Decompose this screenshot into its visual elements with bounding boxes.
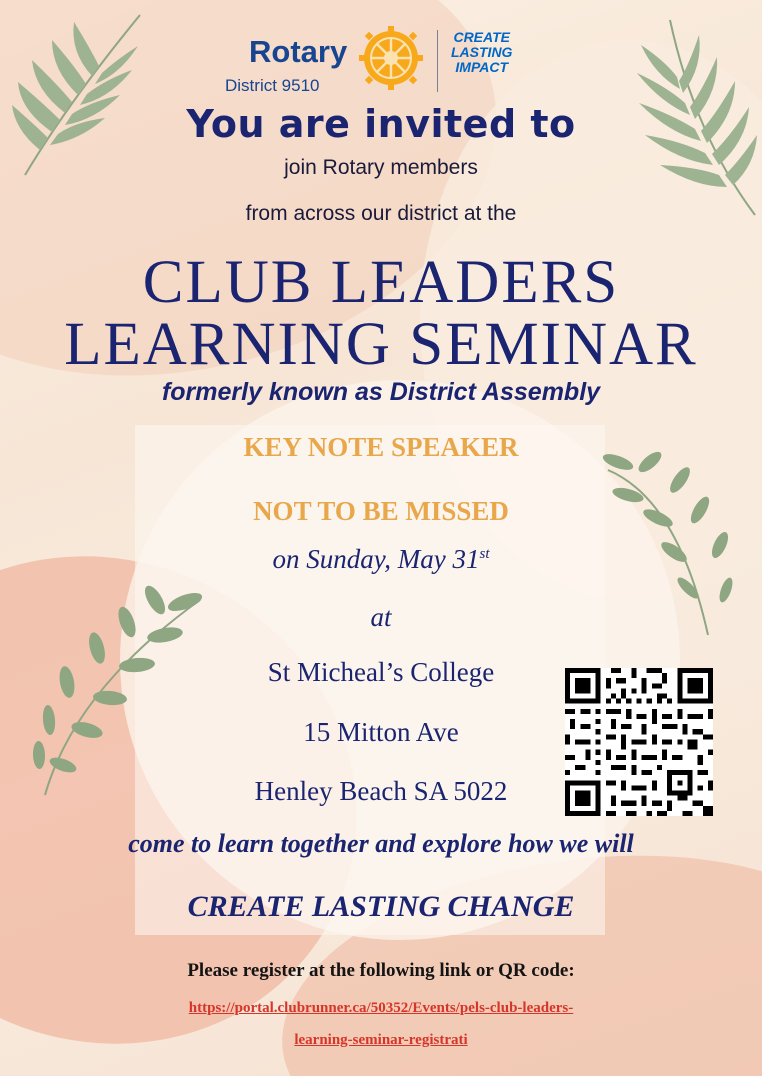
invite-line-1: join Rotary members [284,156,478,179]
logo-district: District 9510 [225,76,320,95]
logo-wordmark: Rotary [249,34,348,69]
registration-link[interactable]: https://portal.clubrunner.ca/50352/Events/pels-club-leaders- [188,1000,574,1016]
keynote-label: KEY NOTE SPEAKER [243,432,519,462]
logo-tagline-line: LASTING [451,44,513,60]
qr-code-icon[interactable] [565,668,713,816]
invite-line-2: from across our district at the [245,202,517,225]
invited-heading: You are invited to [186,102,576,146]
logo-tagline-line: IMPACT [455,59,509,75]
registration-link-continued[interactable]: learning-seminar-registrati [294,1032,468,1048]
seminar-title-line-2: LEARNING SEMINAR [64,311,698,378]
event-at: at [370,602,392,632]
logo-tagline [451,30,512,75]
closing-motto: CREATE LASTING CHANGE [187,890,575,923]
event-date-suffix: st [479,546,490,562]
seminar-subtitle: formerly known as District Assembly [161,378,601,406]
event-venue: St Micheal’s College [267,657,495,687]
seminar-title-line-1: CLUB LEADERS [142,249,620,316]
event-date-text: on Sunday, May 31 [272,544,480,574]
event-street: 15 Mitton Ave [303,717,459,747]
event-date [0,544,762,575]
closing-line: come to learn together and explore how we will [128,829,634,858]
rotary-wheel-icon [359,26,423,90]
logo-tagline-line: CREATE [453,29,510,45]
register-prompt: Please register at the following link or QR code: [187,960,575,981]
keynote-note: NOT TO BE MISSED [253,496,509,526]
palm-leaf-icon [10,10,150,180]
event-suburb: Henley Beach SA 5022 [254,776,508,806]
logo-divider [437,30,438,92]
rotary-logo [225,24,555,104]
